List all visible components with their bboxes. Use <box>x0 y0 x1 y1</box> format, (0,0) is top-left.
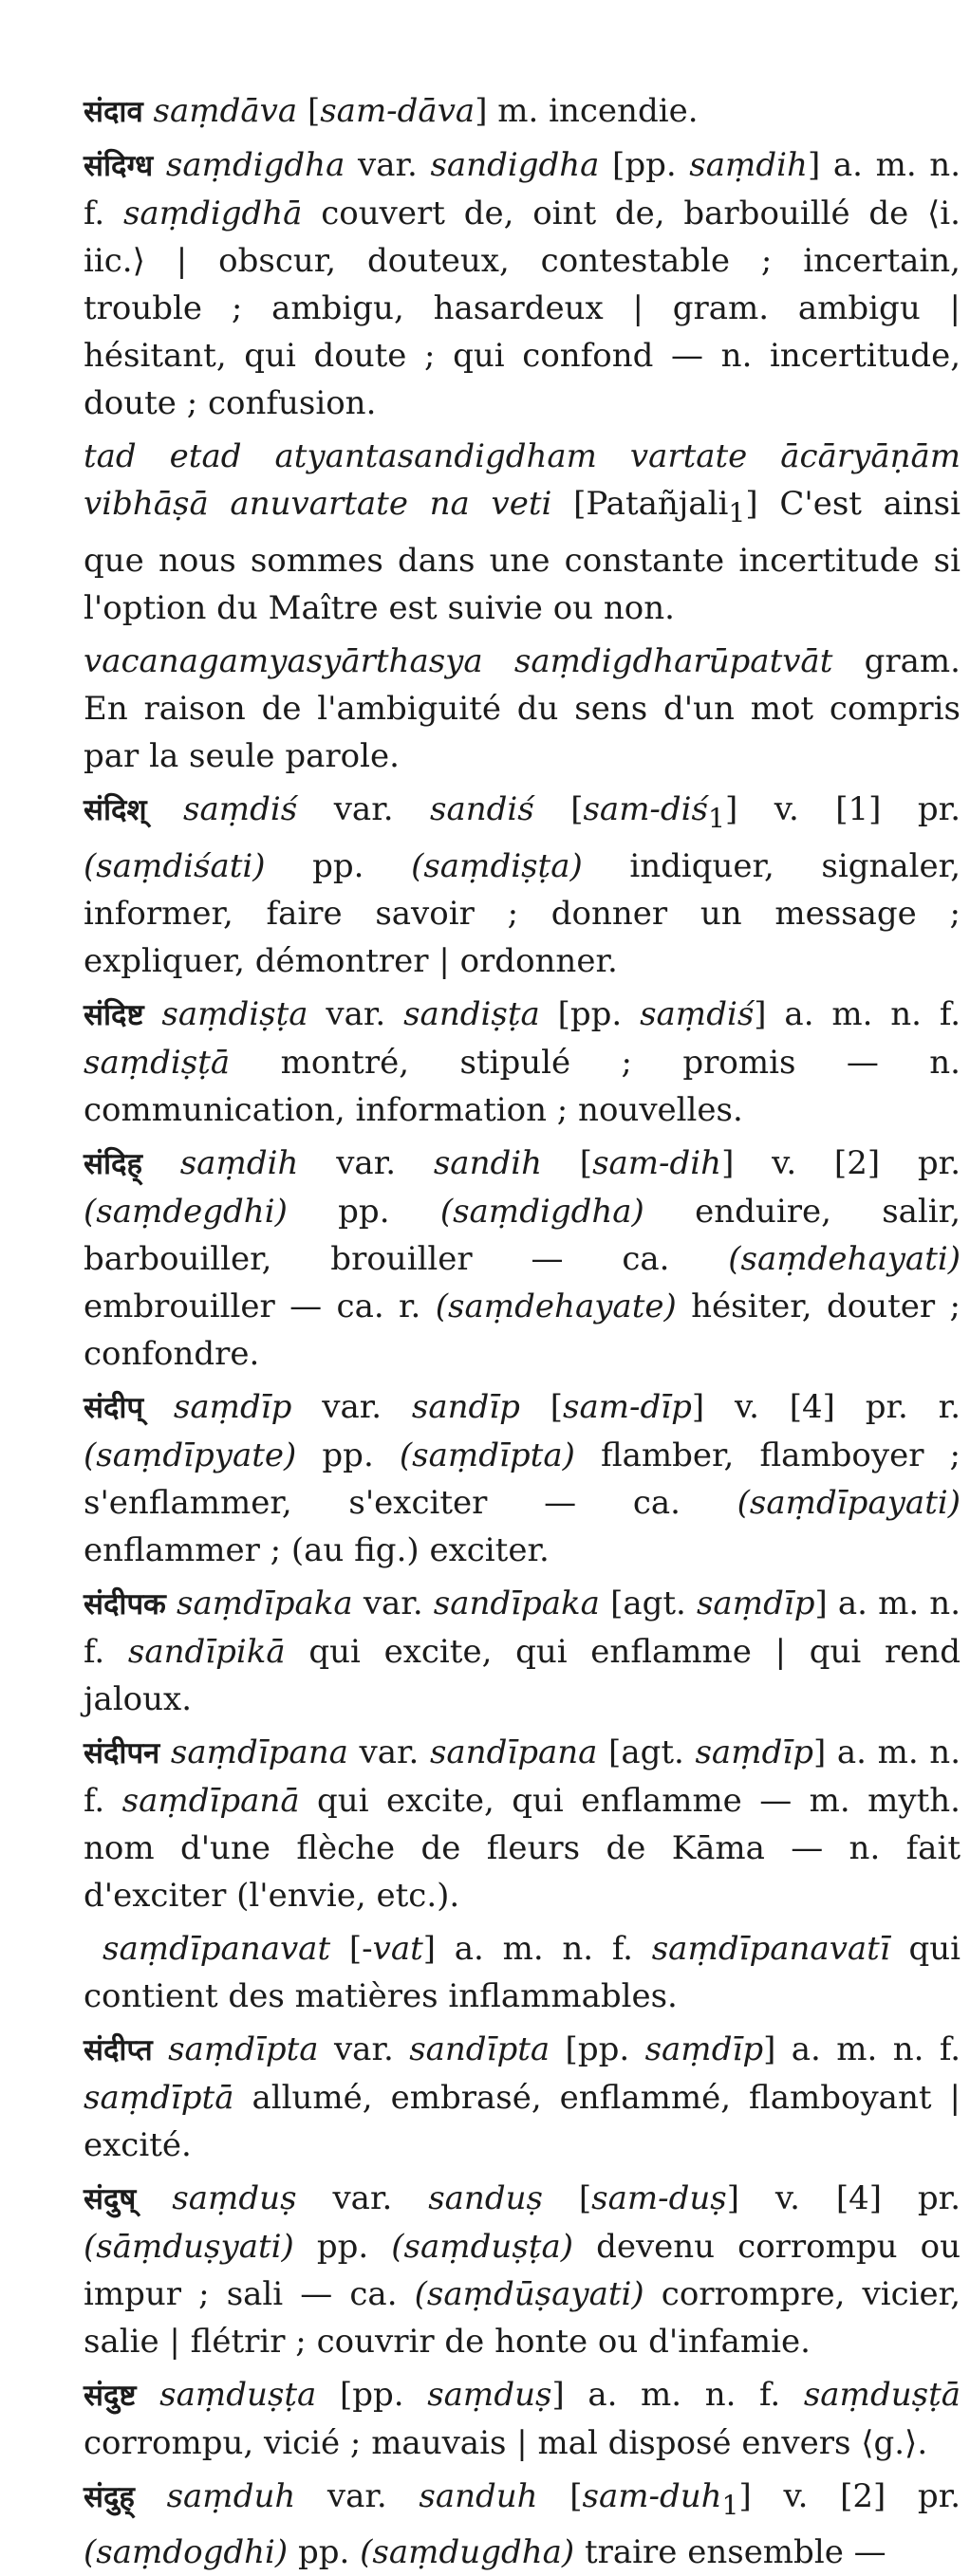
headword-devanagari: संदीपन <box>84 1735 160 1770</box>
dictionary-entry-samdus: संदुष् saṃduṣ var. sanduṣ [sam-duṣ] v. [4] pr. (sāṃduṣyati) pp. (saṃduṣṭa) devenu corrompu ou impur ; sali — ca. (saṃdūṣayati) corrompre, vicier, salie | flétrir ; couvrir de honte ou d'infamie. <box>84 2178 961 2361</box>
headword-devanagari: संदीप्त <box>84 2032 153 2067</box>
dictionary-entry-samdis: संदिश् saṃdiś var. sandiś [sam-diś$_1$] v. [1] pr. (saṃdiśati) pp. (saṃdiṣṭa) indiquer, signaler, informer, faire savoir ; donner un message ; expliquer, démontrer | ordonner. <box>84 789 961 980</box>
headword-devanagari: संदुष् <box>84 2181 137 2216</box>
dictionary-entry-samdigdha-ex1: tad etad atyantasandigdham vartate ācāryāṇām vibhāṣā anuvartate na veti [Patañjali$_1$] C'est ainsi que nous sommes dans une constante incertitude si l'option du Maître est suivie ou non. <box>84 437 961 627</box>
dictionary-entry-samdipana: संदीपन saṃdīpana var. sandīpana [agt. saṃdīp] a. m. n. f. saṃdīpanā qui excite, qui enflamme — m. myth. nom d'une flèche de fleurs de Kāma — n. fait d'exciter (l'envie, etc.). <box>84 1733 961 1915</box>
headword-devanagari: संदुह् <box>84 2479 135 2514</box>
headword-devanagari: संदुष्ट <box>84 2378 137 2413</box>
headword-devanagari: संदाव <box>84 95 143 129</box>
dictionary-entry-samdipanavat: saṃdīpanavat [-vat] a. m. n. f. saṃdīpanavatī qui contient des matières inflammables. <box>84 1929 961 2015</box>
dictionary-entry-samdigdha-ex2: vacanagamyasyārthasya saṃdigdharūpatvāt gram. En raison de l'ambiguité du sens d'un mot compris par la seule parole. <box>84 641 961 775</box>
entry-list <box>84 87 961 2576</box>
dictionary-entry-samdusta: संदुष्ट saṃduṣṭa [pp. saṃduṣ] a. m. n. f. saṃduṣṭā corrompu, vicié ; mauvais | mal disposé envers ⟨g.⟩. <box>84 2375 961 2462</box>
headword-devanagari: संदीप् <box>84 1390 144 1425</box>
dictionary-entry-samdigdha: संदिग्ध saṃdigdha var. sandigdha [pp. saṃdih] a. m. n. f. saṃdigdhā couvert de, oint de, barbouillé de ⟨i. iic.⟩ | obscur, douteux, contestable ; incertain, trouble ; ambigu, hasardeux | gram. ambigu | hésitant, qui doute ; qui confond — n. incertitude, doute ; confusion. <box>84 146 961 422</box>
dictionary-entry-samdava: संदाव saṃdāva [sam-dāva] m. incendie. <box>84 92 699 130</box>
headword-devanagari: संदीपक <box>84 1586 166 1622</box>
headword-devanagari: संदिग्ध <box>84 149 154 183</box>
dictionary-entry-samdip: संदीप् saṃdīp var. sandīp [sam-dīp] v. [4] pr. r. (saṃdīpyate) pp. (saṃdīpta) flamber, flamboyer ; s'enflammer, s'exciter — ca. (saṃdīpayati) enflammer ; (au fig.) exciter. <box>84 1387 961 1569</box>
dictionary-entry-samdipta: संदीप्त saṃdīpta var. sandīpta [pp. saṃdīp] a. m. n. f. saṃdīptā allumé, embrasé, enflammé, flamboyant | excité. <box>84 2029 961 2164</box>
headword-devanagari: संदिश् <box>84 792 147 827</box>
dictionary-entry-samdih: संदिह् saṃdih var. sandih [sam-dih] v. [2] pr. (saṃdegdhi) pp. (saṃdigdha) enduire, salir, barbouiller, brouiller — ca. (saṃdehayati) embrouiller — ca. r. (saṃdehayate) hésiter, douter ; confondre. <box>84 1143 961 1373</box>
dictionary-entry-samduh: संदुह् saṃduh var. sanduh [sam-duh$_1$] v. [2] pr. (saṃdogdhi) pp. (saṃdugdha) traire ensemble — <box>84 2476 961 2572</box>
dictionary-entry-samdipaka: संदीपक saṃdīpaka var. sandīpaka [agt. saṃdīp] a. m. n. f. sandīpikā qui excite, qui enflamme | qui rend jaloux. <box>84 1584 961 1718</box>
headword-devanagari: संदिह् <box>84 1146 142 1181</box>
dictionary-entry-samdista: संदिष्ट saṃdiṣṭa var. sandiṣṭa [pp. saṃdiś] a. m. n. f. saṃdiṣṭā montré, stipulé ; promis — n. communication, information ; nouvelles. <box>84 994 961 1129</box>
headword-devanagari: संदिष्ट <box>84 997 144 1032</box>
